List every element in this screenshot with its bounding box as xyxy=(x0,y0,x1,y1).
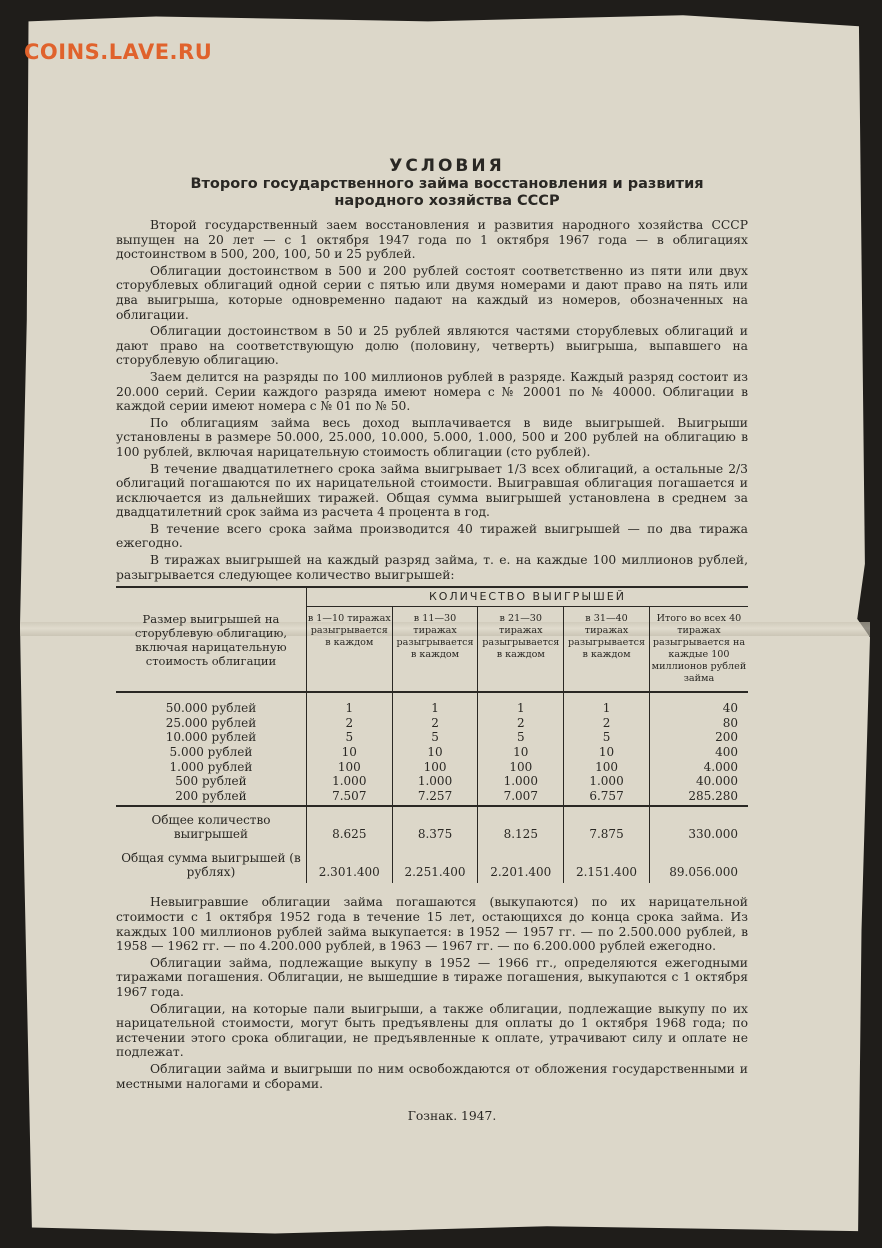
table-cell: 1 xyxy=(516,701,525,716)
page-subtitle xyxy=(146,176,748,210)
table-cell: 7.007 xyxy=(503,788,538,803)
paragraph: В течение двадцатилетнего срока займа выигрывает 1/3 всех облигаций, а остальные 2/3 облигаций погашаются по их нарицательной стоимости. Выигравшая облигация погашается и исключается из дальнейших тиражей. Общая сумма выигрышей установлена в среднем за двадцатилетний срок займа из расчета 4 процента в год. xyxy=(116,461,748,520)
paragraph: Облигации достоинством в 50 и 25 рублей являются частями сторублевых облигаций и дают право на соответствующую долю (половину, четверть) выигрыша, выпавшего на сторублевую облигацию. xyxy=(116,324,748,368)
total-sum-cell: 2.201.400 xyxy=(478,845,564,883)
total-count-cell: 7.875 xyxy=(564,806,650,845)
table-col-header: в 1—10 тиражах разыгрывается в каждом xyxy=(306,607,392,693)
table-cell: 80 xyxy=(722,715,738,730)
table-left-header: Размер выигрышей на сторублевую облигацию, включая нарицательную стоимость облигации xyxy=(116,587,306,692)
table-cell: 100 xyxy=(337,759,361,774)
table-row-label: 5.000 рублей xyxy=(169,745,253,760)
table-cell: 1.000 xyxy=(332,774,367,789)
table-col-header: Итого во всех 40 тиражах разыгрывается на каждые 100 миллионов рублей займа xyxy=(649,607,748,693)
paragraph: Облигации займа, подлежащие выкупу в 1952 — 1966 гг., определяются ежегодными тиражами погашения. Облигации, не вышедшие в тираже погашения, выкупаются с 1 октября 1967 года. xyxy=(116,955,748,999)
table-cell: 1.000 xyxy=(417,774,453,789)
table-cell: 1 xyxy=(431,701,439,716)
printer-imprint: Гознак. 1947. xyxy=(407,1109,497,1124)
total-count-cell: 8.625 xyxy=(306,806,392,845)
table-cell: 40 xyxy=(722,701,738,716)
table-cell: 4.000 xyxy=(703,759,738,774)
table-cell: 40.000 xyxy=(696,774,738,789)
table-cell: 1 xyxy=(345,701,354,716)
paragraph: Второй государственный заем восстановления и развития народного хозяйства СССР выпущен на 20 лет — с 1 октября 1947 года по 1 октября 1967 года — в облигациях достоинством в 500, 200, 100, 50 и 25 рублей. xyxy=(116,218,748,262)
table-cell: 5 xyxy=(431,730,439,745)
table-cell: 7.507 xyxy=(332,788,367,803)
table-col-header: в 21—30 тиражах разыгрывается в каждом xyxy=(478,607,564,693)
table-column xyxy=(306,692,392,806)
table-cell: 2 xyxy=(431,715,439,730)
paragraph: Облигации достоинством в 500 и 200 рублей состоят соответственно из пяти или двух сторублевых облигаций одной серии с пятью или двумя номерами и дают право на пять или два выигрыша, которые одновременно падают на каждый из номеров, обозначенных на облигации. xyxy=(116,263,748,322)
table-column xyxy=(649,692,748,806)
table-cell: 100 xyxy=(423,759,447,774)
table-cell: 285.280 xyxy=(688,788,738,803)
table-cell: 10 xyxy=(427,745,443,760)
paragraph: Облигации займа и выигрыши по ним освобождаются от обложения государственными и местными налогами и сборами. xyxy=(116,1061,748,1091)
page-title: УСЛОВИЯ xyxy=(389,156,505,176)
subtitle-line: Второго государственного займа восстановления и развития xyxy=(190,176,704,192)
total-sum-cell: 89.056.000 xyxy=(669,864,738,879)
table-cell: 2 xyxy=(516,715,525,730)
table-col-header: в 11—30 тиражах разыгрывается в каждом xyxy=(392,607,478,693)
table-top-header: КОЛИЧЕСТВО ВЫИГРЫШЕЙ xyxy=(306,587,748,607)
table-cell: 200 xyxy=(715,730,738,745)
paragraph: По облигациям займа весь доход выплачивается в виде выигрышей. Выигрыши установлены в размере 50.000, 25.000, 10.000, 5.000, 1.000, 500 и 200 рублей на облигацию в 100 рублей, включая нарицательную стоимость облигации (сто рублей). xyxy=(116,415,748,459)
table-row-label: 500 рублей xyxy=(175,774,247,789)
paragraph: В течение всего срока займа производится 40 тиражей выигрышей — по два тиража ежегодно. xyxy=(116,521,748,551)
table-cell: 10 xyxy=(513,745,529,760)
watermark: COINS.LAVE.RU xyxy=(24,40,213,64)
table-row-label: 200 рублей xyxy=(175,788,247,803)
total-count-cell: 8.375 xyxy=(392,806,478,845)
table-cell: 5 xyxy=(345,730,354,745)
total-sum-label: Общая сумма выигрышей (в рублях) xyxy=(116,845,306,883)
table-cell: 7.257 xyxy=(417,788,453,803)
paragraph: Заем делится на разряды по 100 миллионов рублей в разряде. Каждый разряд состоит из 20.000 серий. Серии каждого разряда имеют номера с № 20001 по № 40000. Облигации в каждой серии имеют номера с № 01 по № 50. xyxy=(116,369,748,414)
total-count-cell: 8.125 xyxy=(478,806,564,845)
total-sum-cell: 2.301.400 xyxy=(306,845,392,883)
table-cell: 10 xyxy=(341,745,357,760)
table-cell: 10 xyxy=(598,745,615,760)
table-cell: 1.000 xyxy=(503,774,538,789)
table-cell: 5 xyxy=(516,730,525,745)
prize-table xyxy=(116,586,748,883)
table-row-label: 1.000 рублей xyxy=(169,759,253,774)
total-sum-cell: 2.251.400 xyxy=(392,845,478,883)
table-cell: 5 xyxy=(602,730,611,745)
table-column xyxy=(478,692,564,806)
subtitle-line: народного хозяйства СССР xyxy=(334,193,560,209)
total-count-label: Общее количество выигрышей xyxy=(116,806,306,845)
total-sum-cell: 2.151.400 xyxy=(564,845,650,883)
paragraph: Невыигравшие облигации займа погашаются (выкупаются) по их нарицательной стоимости с 1 октября 1952 года в течение 15 лет, остающихся до конца срока займа. Из каждых 100 миллионов рублей займа выкупается: в 1952 — 1957 гг. — по 2.500.000 рублей, в 1958 — 1962 гг. — по 4.200.000 рублей, в 1963 — 1967 гг. — по 6.200.000 рублей ежегодно. xyxy=(116,895,748,954)
table-cell: 6.757 xyxy=(589,788,624,803)
total-count-cell: 330.000 xyxy=(649,806,748,845)
table-cell: 2 xyxy=(345,715,354,730)
table-col-header: в 31—40 тиражах разыгрывается в каждом xyxy=(564,607,650,693)
table-cell: 100 xyxy=(509,759,533,774)
table-row-label: 50.000 рублей xyxy=(165,701,257,716)
document-content xyxy=(116,156,748,1124)
table-cell: 100 xyxy=(595,759,618,774)
table-cell: 400 xyxy=(715,745,738,760)
closing-section xyxy=(116,895,748,1091)
table-row-label: 25.000 рублей xyxy=(165,715,257,730)
table-column xyxy=(392,692,478,806)
paragraph: В тиражах выигрышей на каждый разряд займа, т. е. на каждые 100 миллионов рублей, разыгрывается следующее количество выигрышей: xyxy=(116,553,748,582)
table-column xyxy=(564,692,650,806)
paragraph: Облигации, на которые пали выигрыши, а также облигации, подлежащие выкупу по их нарицательной стоимости, могут быть предъявлены для оплаты до 1 октября 1968 года; по истечении этого срока облигации, не предъявленные к оплате, утрачивают силу и оплате не подлежат. xyxy=(116,1001,748,1060)
table-cell: 2 xyxy=(602,715,611,730)
table-row-labels xyxy=(116,692,306,806)
table-cell: 1 xyxy=(602,701,611,716)
table-row-label: 10.000 рублей xyxy=(165,730,257,745)
table-cell: 1.000 xyxy=(589,774,624,789)
